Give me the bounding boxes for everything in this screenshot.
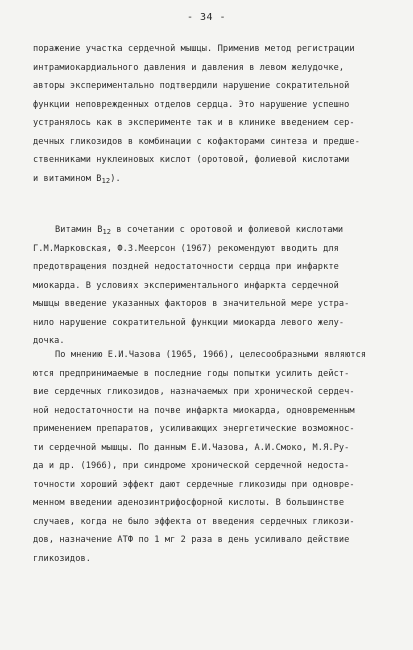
text-line: ной недостаточности на почве инфаркта миокарда, одновременным (33, 405, 355, 416)
text-line: менном введении аденозинтрифосфорной кислоты. В большинстве (33, 498, 345, 508)
paragraph-3 (33, 346, 389, 568)
text-line: гликозидов. (33, 553, 92, 564)
subscript: 12 (102, 228, 112, 236)
text-span: ). (110, 173, 121, 184)
text-span: в сочетании с оротовой и фолиевой кислотами (111, 225, 344, 235)
text-line: ются предпринимаемые в последние годы попытки усилить дейст- (33, 368, 350, 379)
text-line: нило нарушение сократительной функции миокарда левого желу- (33, 317, 345, 328)
text-line: дочка. (33, 336, 65, 346)
page-number: - 34 - (186, 12, 227, 23)
text-line: вие сердечных гликозидов, назначаемых при хронической сердеч- (33, 387, 355, 397)
text-line: применением препаратов, усиливающих энергетические возможнос- (33, 424, 355, 434)
paragraph-2 (33, 221, 389, 351)
text-line: дечных гликозидов в комбинации с кофакторами синтеза и предше- (33, 136, 360, 147)
text-line-first (33, 221, 389, 240)
text-line: да и др. (1966), при синдроме хронической сердечной недоста- (33, 461, 350, 471)
text-line: случаев, когда не было эффекта от введения сердечных гликози- (33, 516, 355, 527)
text-line: предотвращения поздней недостаточности сердца при инфаркте (33, 262, 339, 272)
text-line: функции неповрежденных отделов сердца. Это нарушение успешно (33, 99, 350, 110)
text-line-last (33, 170, 389, 189)
text-line: мышцы введение указанных факторов в значительной мере устра- (33, 299, 350, 309)
text-span: Витамин B (55, 225, 103, 235)
text-line: ти сердечной мышцы. По данным Е.И.Чазова, А.И.Смоко, М.Я.Ру- (33, 442, 350, 453)
text-line: точности хороший эффект дают сердечные гликозиды при одновре- (33, 479, 355, 490)
text-line: устранялось как в эксперименте так и в клинике введением сер- (33, 118, 355, 128)
text-line: интрамиокардиального давления и давления в левом желудочке, (33, 62, 345, 73)
subscript: 12 (101, 176, 111, 185)
text-line: поражение участка сердечной мышцы. Применив метод регистрации (33, 44, 355, 54)
text-line: Г.М.Марковская, Ф.З.Меерсон (1967) рекомендуют вводить для (33, 243, 339, 254)
text-line-first: По мнению Е.И.Чазова (1965, 1966), целесообразными являются (55, 350, 367, 360)
text-line: ственниками нуклеиновых кислот (оротовой, фолиевой кислотами (33, 155, 350, 165)
text-line: дов, назначение АТФ по 1 мг 2 раза в день усиливало действие (33, 535, 350, 545)
text-span: и витамином B (33, 173, 102, 184)
text-line: миокарда. В условиях экспериментального инфаркта сердечной (33, 280, 339, 291)
text-line: авторы экспериментально подтвердили нарушение сократительной (33, 81, 350, 91)
paragraph-1 (33, 40, 389, 188)
